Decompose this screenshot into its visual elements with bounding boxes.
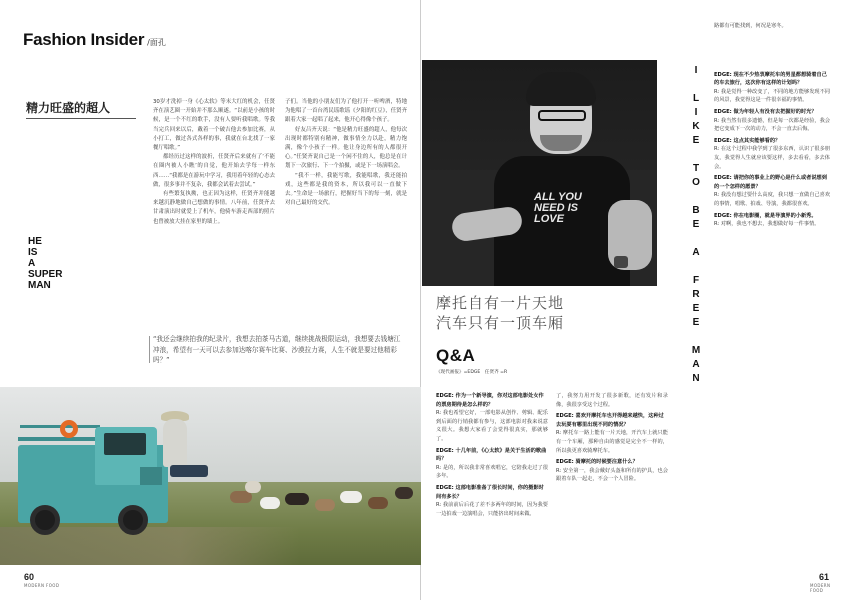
superman-tagline (28, 236, 88, 291)
qa-question: EDGE: 做为年轻人有没有去把握好的时光？ (714, 108, 817, 115)
qa-column-3 (714, 22, 830, 562)
body-paragraph: 好友吕齐天说：“他是精力旺盛的超人，他每次出现时都特别有精神，做事情全力以赴，精力饱满，像个小孩子一样。他让身边所有的人都很开心。”任贤齐说自己是一个闲不住的人，他总是在计划下一次旅行、下一个拍摄，或是下一场演唱会。 (285, 126, 407, 170)
vertical-char: E (692, 135, 700, 146)
qa-question: EDGE: 喜欢开摩托车也开得越来越快，这种过去玩耍有哪里出现不同的情况？ (556, 413, 664, 428)
vertical-char: L (692, 93, 700, 104)
vertical-char (690, 330, 702, 344)
left-page (0, 0, 421, 600)
headline-line: 汽车只有一顶车厢 (436, 314, 565, 332)
vertical-char: B (692, 205, 700, 216)
body-paragraph: 子们。当他的小朋友们为了他打开一听啤酒，特地为他唱了一首台湾民谣歌谣《夕阳的红豆》，任贤齐跟着大家一起唱了起来，他开心得像个孩子。 (285, 99, 407, 124)
qa-answer: R: 摩托车一路上能有一片天地，开汽车上就只能有一个车厢，那种自由的感觉是完全不一样的，所以我更喜欢骑摩托车。 (556, 430, 668, 454)
headline (436, 293, 666, 333)
right-page (422, 0, 843, 600)
photo-beard (540, 135, 582, 151)
page-number: 60 (24, 572, 35, 582)
goat (245, 481, 261, 493)
qa-question: EDGE: 这部电影准备了很长时间，你的摄影时间有多长？ (436, 484, 544, 500)
qa-question: EDGE: 作为一个新导演，你对这部电影处女作的票房期待是怎么样的？ (436, 393, 544, 408)
vertical-char (690, 260, 702, 274)
vertical-char: E (692, 303, 700, 314)
header-title: Fashion Insider (23, 30, 145, 49)
vertical-char: T (692, 163, 700, 174)
qa-answer: R: 安全第一，我会戴好头盔和所有的护具，也会跟着车队一起走，不会一个人冒险。 (556, 467, 668, 483)
page-number: 61 (819, 572, 830, 582)
qa-answer: 路都有可能找到，何况是寒冬。 (714, 23, 787, 29)
vertical-char (690, 148, 702, 162)
section-title: 精力旺盛的超人 (26, 101, 111, 115)
qa-answer: R: 我当然有很多遗憾，但是每一次都是经验，我会把它变成下一次的动力，不会一直去后悔。 (714, 117, 830, 133)
goat (368, 497, 388, 509)
vertical-char (690, 78, 702, 92)
footer-label: MODERN FOOD (24, 583, 60, 588)
truck-rail (18, 437, 103, 441)
qa-question: EDGE: 现在不少热衷摩托车的男星都想骑着自己的车去旅行，这次你有这样的计划吗？ (714, 71, 827, 87)
body-paragraph: 有些繁复执拗，也正因为这样，任贤齐并能越来越沉静地做自己想做的事情。八年前，任贤齐去甘肃演出时就爱上了机车，他骑车游走西部的照片也曾被放大挂在家里的墙上。 (153, 191, 275, 225)
vertical-char: A (692, 359, 700, 370)
magazine-header (23, 30, 166, 50)
truck-photo (0, 387, 421, 565)
qa-answer: R: 是的，所以我非常喜欢唱它，它陪我走过了很多年。 (436, 464, 548, 480)
qa-column-2 (556, 392, 668, 562)
life-ring-icon (60, 420, 78, 438)
goat (285, 493, 309, 505)
truck-window (104, 433, 146, 455)
qa-question: EDGE: 你在电影圈，就是导演界的小新秀。 (714, 212, 817, 219)
vertical-char: R (692, 289, 700, 300)
truck-wheel (118, 505, 148, 535)
man-figure (163, 419, 187, 467)
shirt-print: ALL YOU NEED IS LOVE (534, 191, 582, 225)
qa-column-1 (436, 392, 548, 562)
superman-line: HE (28, 236, 42, 247)
qa-question: EDGE: 这点其实能够看的？ (714, 137, 781, 144)
photo-hair (526, 72, 596, 106)
qa-answer: R: 我没有想过要什么高度，我只想一直做自己喜欢的事情，唱歌、拍戏、导演，我都很喜欢。 (714, 192, 830, 207)
goat (315, 499, 335, 511)
glasses-icon (538, 110, 586, 121)
vertical-tagline (690, 64, 702, 386)
vertical-char: A (692, 247, 700, 258)
vertical-char: O (692, 177, 700, 188)
superman-line: SUPER (28, 269, 63, 280)
qa-question: EDGE: 骑摩托的时候要注意什么？ (556, 459, 638, 466)
superman-line: A (28, 258, 36, 269)
vertical-char (690, 232, 702, 246)
qa-question: EDGE: 十几年前，《心太软》是关于生活的歌曲吗？ (436, 447, 547, 463)
headline-line: 摩托自有一片天地 (436, 294, 565, 312)
vertical-char (690, 190, 702, 204)
pull-quote: “我还会继续拍我的纪录片，我想去拍茶马古道，继续挑战极限运动，我想要去钱塘江冲浪，希望有一天可以去参加达喀尔赛车比赛、沙漠拉力赛，人生不就是要过他精彩吗？” (153, 334, 405, 366)
body-column-2 (285, 98, 407, 324)
goat (340, 491, 362, 503)
section-divider (26, 118, 136, 119)
body-paragraph: 30岁才洗掉一身《心太软》等末大红的机会，任贤齐在演艺圈一开始并不那么顺遂。“以前是小孩的时候，是一个不红的歌手，没有人要听我唱歌。等我当完兵回来以后，戴着一个破吉他去参加比赛，从小打工，做过各式各样的事，我就在台北找了一家餐厅唱歌。” (153, 99, 275, 152)
superman-line: IS (28, 247, 38, 258)
body-paragraph: “我不一样，我能写歌，我能唱歌，我还能拍戏，这些都是我的资本，所以我可以一直做下去。”生命是一场旅行，把握好当下的每一刻，就是对自己最好的交代。 (285, 172, 407, 207)
vertical-char: E (692, 219, 700, 230)
footer-label: MODERN FOOD (810, 583, 831, 593)
truck-wheel (30, 505, 60, 535)
qa-subtitle: 《现代画报》=EDGE 任贤齐 =R (436, 370, 508, 375)
header-subtitle: /面孔 (147, 38, 166, 47)
portrait-photo (422, 60, 657, 286)
vertical-char: N (692, 373, 700, 384)
superman-line: MAN (28, 280, 51, 291)
qa-answer: R: 对啊，我也不想去，我想做好每一件事情。 (714, 221, 820, 228)
qa-answer: R: 在这个过程中我学到了很多东西，认识了很多朋友，我觉得人生就应该要这样，多去看看，多去体会。 (714, 146, 830, 170)
body-paragraph: 都经历过这样的波折，任贤齐后来就有了‘不能在圈内被人小瞧’的自觉，他开始去学每一样东西……“我都是在游玩中学习，我用着年轻的心态去做，很多事并不复杂，我都会试着去尝试。” (153, 154, 275, 188)
vertical-char: F (692, 275, 700, 286)
watch-icon (614, 256, 628, 268)
vertical-char: K (692, 121, 700, 132)
goat (395, 487, 413, 499)
man-legs (170, 465, 208, 477)
truck-grill (140, 467, 162, 485)
vertical-char: M (691, 345, 701, 356)
goat (260, 497, 280, 509)
qa-answer: R: 我也希望它好，一部电影从创作、剪辑、配乐到后面的行销我都有参与，这部电影对我来说意义很大。我想大家看了会觉得很真实，那就够了。 (436, 410, 548, 442)
qa-question: EDGE: 请把你的事业上的野心是什么或者说想到的一个怎样的愿景？ (714, 175, 827, 190)
qa-title: Q&A (436, 346, 476, 365)
qa-answer: R: 我前前后后花了差不多两年的时间，因为我要一边拍戏一边演唱会，只能挤出时间来做。 (436, 502, 548, 517)
qa-answer: R: 我是觉得一种改变了，不同的地方能够发现不同的风景，我觉得这是一件很幸福的事情。 (714, 88, 830, 104)
vertical-char: I (694, 107, 698, 118)
vertical-char: I (694, 65, 698, 76)
body-column-1 (153, 98, 275, 324)
qa-answer: 了，我努力用开发了很多新歌，还有发片和录像，我很享受这个过程。 (556, 393, 668, 408)
vertical-char: E (692, 317, 700, 328)
